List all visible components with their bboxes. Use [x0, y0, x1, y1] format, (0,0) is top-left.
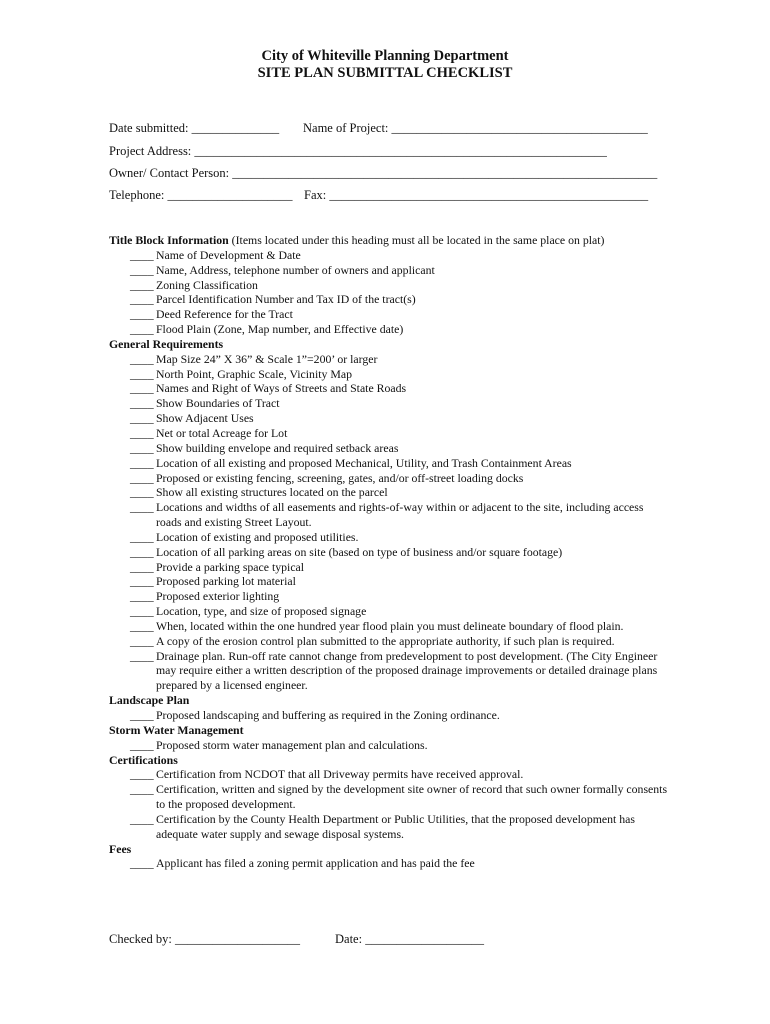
- checklist-item: [109, 396, 669, 411]
- telephone-field[interactable]: Telephone: ____________________: [109, 188, 293, 202]
- checklist-item: [109, 560, 669, 575]
- checklist-item: [109, 426, 669, 441]
- checklist-item: [109, 530, 669, 545]
- checklist: [109, 233, 669, 871]
- checklist-item: [109, 856, 669, 871]
- checklist-item: [109, 411, 669, 426]
- checkbox-blank[interactable]: ____: [130, 559, 154, 574]
- checkbox-blank[interactable]: ____: [130, 485, 154, 500]
- checkbox-blank[interactable]: ____: [130, 247, 154, 262]
- storm-water-items: [109, 738, 669, 753]
- checklist-item: [109, 456, 669, 471]
- date-signature-field[interactable]: Date: ___________________: [335, 932, 484, 946]
- certifications-items: [109, 767, 669, 841]
- checkbox-blank[interactable]: ____: [130, 767, 154, 782]
- checkbox-blank[interactable]: ____: [130, 782, 154, 797]
- checkbox-blank[interactable]: ____: [130, 633, 154, 648]
- checklist-item-text: Applicant has filed a zoning permit application and has paid the fee: [156, 856, 475, 871]
- fax-field[interactable]: Fax: ___________________________________________________: [304, 188, 649, 202]
- checkbox-blank[interactable]: ____: [130, 618, 154, 633]
- checklist-item-text: Certification, written and signed by the development site owner of record that such owner formally consents to the proposed development.: [156, 782, 668, 812]
- checklist-item: [109, 441, 669, 456]
- checkbox-blank[interactable]: ____: [130, 366, 154, 381]
- checkbox-blank[interactable]: ____: [130, 322, 154, 337]
- checklist-item-text: Proposed landscaping and buffering as required in the Zoning ordinance.: [156, 708, 500, 722]
- checklist-item-text: Proposed storm water management plan and calculations.: [156, 737, 428, 752]
- checkbox-blank[interactable]: ____: [130, 737, 154, 752]
- checklist-item: [109, 307, 669, 322]
- checklist-item: [109, 352, 669, 367]
- document-title: City of Whiteville Planning Department: [261, 48, 509, 64]
- section-heading-storm-water: Storm Water Management: [109, 722, 244, 737]
- checklist-item: [109, 574, 669, 589]
- checklist-item: [109, 248, 669, 263]
- checkbox-blank[interactable]: ____: [130, 589, 154, 604]
- checklist-item-text: Drainage plan. Run-off rate cannot change from predevelopment to post development. (The City Engineer may require either a written description of the proposed drainage improvements or detailed drainage plans prepared by a licensed engineer.: [156, 648, 658, 693]
- checklist-item-text: Provide a parking space typical: [156, 559, 305, 574]
- general-items: [109, 352, 669, 693]
- checkbox-blank[interactable]: ____: [130, 648, 154, 663]
- checked-by-field[interactable]: Checked by: ____________________: [109, 932, 300, 946]
- checkbox-blank[interactable]: ____: [130, 396, 154, 411]
- checklist-item: [109, 485, 669, 500]
- fees-items: [109, 856, 669, 871]
- project-name-field[interactable]: Name of Project: _________________________________________: [303, 121, 648, 135]
- checklist-item: [109, 649, 669, 694]
- checklist-item-text: Show Boundaries of Tract: [156, 396, 280, 411]
- checkbox-blank[interactable]: ____: [130, 455, 154, 470]
- title-block-items: [109, 248, 669, 337]
- checklist-item-text: Location of existing and proposed utilities.: [156, 529, 359, 544]
- checkbox-blank[interactable]: ____: [130, 351, 154, 366]
- checkbox-blank[interactable]: ____: [130, 544, 154, 559]
- checkbox-blank[interactable]: ____: [130, 708, 154, 722]
- checklist-item-text: Deed Reference for the Tract: [156, 307, 293, 322]
- checklist-item-text: Proposed exterior lighting: [156, 589, 280, 604]
- checkbox-blank[interactable]: ____: [130, 277, 154, 292]
- checklist-item-text: Certification from NCDOT that all Driveway permits have received approval.: [156, 767, 524, 782]
- checkbox-blank[interactable]: ____: [130, 574, 154, 589]
- checklist-item-text: Show building envelope and required setback areas: [156, 440, 399, 455]
- checklist-item-text: Location of all parking areas on site (based on type of business and/or square footage): [156, 544, 563, 559]
- checklist-item: [109, 292, 669, 307]
- checklist-item: [109, 263, 669, 278]
- checklist-item: [109, 767, 669, 782]
- section-note: (Items located under this heading must all be located in the same place on plat): [228, 233, 605, 247]
- checklist-item-text: Net or total Acreage for Lot: [156, 425, 288, 440]
- checklist-item: [109, 634, 669, 649]
- checklist-item: [109, 367, 669, 382]
- checklist-item: [109, 812, 669, 842]
- checkbox-blank[interactable]: ____: [130, 500, 154, 515]
- checkbox-blank[interactable]: ____: [130, 307, 154, 322]
- checklist-item-text: Show Adjacent Uses: [156, 411, 254, 426]
- checkbox-blank[interactable]: ____: [130, 381, 154, 396]
- section-heading-landscape: Landscape Plan: [109, 693, 190, 708]
- checklist-item: [109, 278, 669, 293]
- checklist-item: [109, 708, 669, 723]
- checkbox-blank[interactable]: ____: [130, 440, 154, 455]
- checklist-item-text: Name of Development & Date: [156, 247, 301, 262]
- checkbox-blank[interactable]: ____: [130, 856, 154, 871]
- checklist-item: [109, 782, 669, 812]
- checkbox-blank[interactable]: ____: [130, 292, 154, 307]
- section-heading-text: Title Block Information: [109, 233, 229, 247]
- checklist-item-text: Proposed parking lot material: [156, 574, 296, 589]
- checklist-item: [109, 500, 669, 530]
- checkbox-blank[interactable]: ____: [130, 529, 154, 544]
- checklist-item-text: When, located within the one hundred year flood plain you must delineate boundary of flood plain.: [156, 618, 624, 633]
- checklist-item: [109, 322, 669, 337]
- checklist-item: [109, 604, 669, 619]
- checklist-item-text: A copy of the erosion control plan submitted to the appropriate authority, if such plan is required.: [156, 633, 615, 648]
- checklist-item-text: Flood Plain (Zone, Map number, and Effective date): [156, 322, 404, 337]
- checkbox-blank[interactable]: ____: [130, 811, 154, 826]
- section-heading-title-block: [109, 233, 669, 248]
- checklist-item: [109, 589, 669, 604]
- section-heading-fees: Fees: [109, 841, 132, 856]
- checklist-item-text: Parcel Identification Number and Tax ID of the tract(s): [156, 292, 416, 307]
- checklist-item-text: North Point, Graphic Scale, Vicinity Map: [156, 366, 352, 381]
- checkbox-blank[interactable]: ____: [130, 604, 154, 619]
- checklist-item-text: Location of all existing and proposed Mechanical, Utility, and Trash Containment Areas: [156, 455, 572, 470]
- checklist-item-text: Show all existing structures located on the parcel: [156, 485, 388, 500]
- project-address-field[interactable]: Project Address: __________________________________________________________________: [109, 144, 607, 158]
- section-heading-certifications: Certifications: [109, 752, 178, 767]
- owner-contact-field[interactable]: Owner/ Contact Person: ____________________________________________________________________: [109, 166, 658, 180]
- landscape-items: [109, 708, 669, 723]
- section-heading-general: General Requirements: [109, 336, 224, 351]
- checkbox-blank[interactable]: ____: [130, 262, 154, 277]
- checklist-item-text: Zoning Classification: [156, 277, 258, 292]
- checklist-item: [109, 619, 669, 634]
- document-subtitle: SITE PLAN SUBMITTAL CHECKLIST: [257, 65, 513, 81]
- checkbox-blank[interactable]: ____: [130, 411, 154, 426]
- checklist-item-text: Name, Address, telephone number of owners and applicant: [156, 262, 435, 277]
- checklist-item-text: Map Size 24” X 36” & Scale 1”=200’ or larger: [156, 351, 378, 366]
- checklist-item-text: Location, type, and size of proposed signage: [156, 604, 367, 619]
- checklist-item: [109, 545, 669, 560]
- checklist-item-text: Certification by the County Health Department or Public Utilities, that the proposed development has adequate water supply and sewage disposal systems.: [156, 811, 635, 841]
- checklist-item-text: Names and Right of Ways of Streets and State Roads: [156, 381, 407, 396]
- checklist-item: [109, 381, 669, 396]
- checklist-item-text: Proposed or existing fencing, screening, gates, and/or off-street loading docks: [156, 470, 524, 485]
- checklist-item-text: Locations and widths of all easements and rights-of-way within or adjacent to the site, including access roads and existing Street Layout.: [156, 500, 644, 530]
- checklist-item: [109, 738, 669, 753]
- checkbox-blank[interactable]: ____: [130, 425, 154, 440]
- date-submitted-field[interactable]: Date submitted: ______________: [109, 121, 280, 135]
- checkbox-blank[interactable]: ____: [130, 470, 154, 485]
- checklist-item: [109, 471, 669, 486]
